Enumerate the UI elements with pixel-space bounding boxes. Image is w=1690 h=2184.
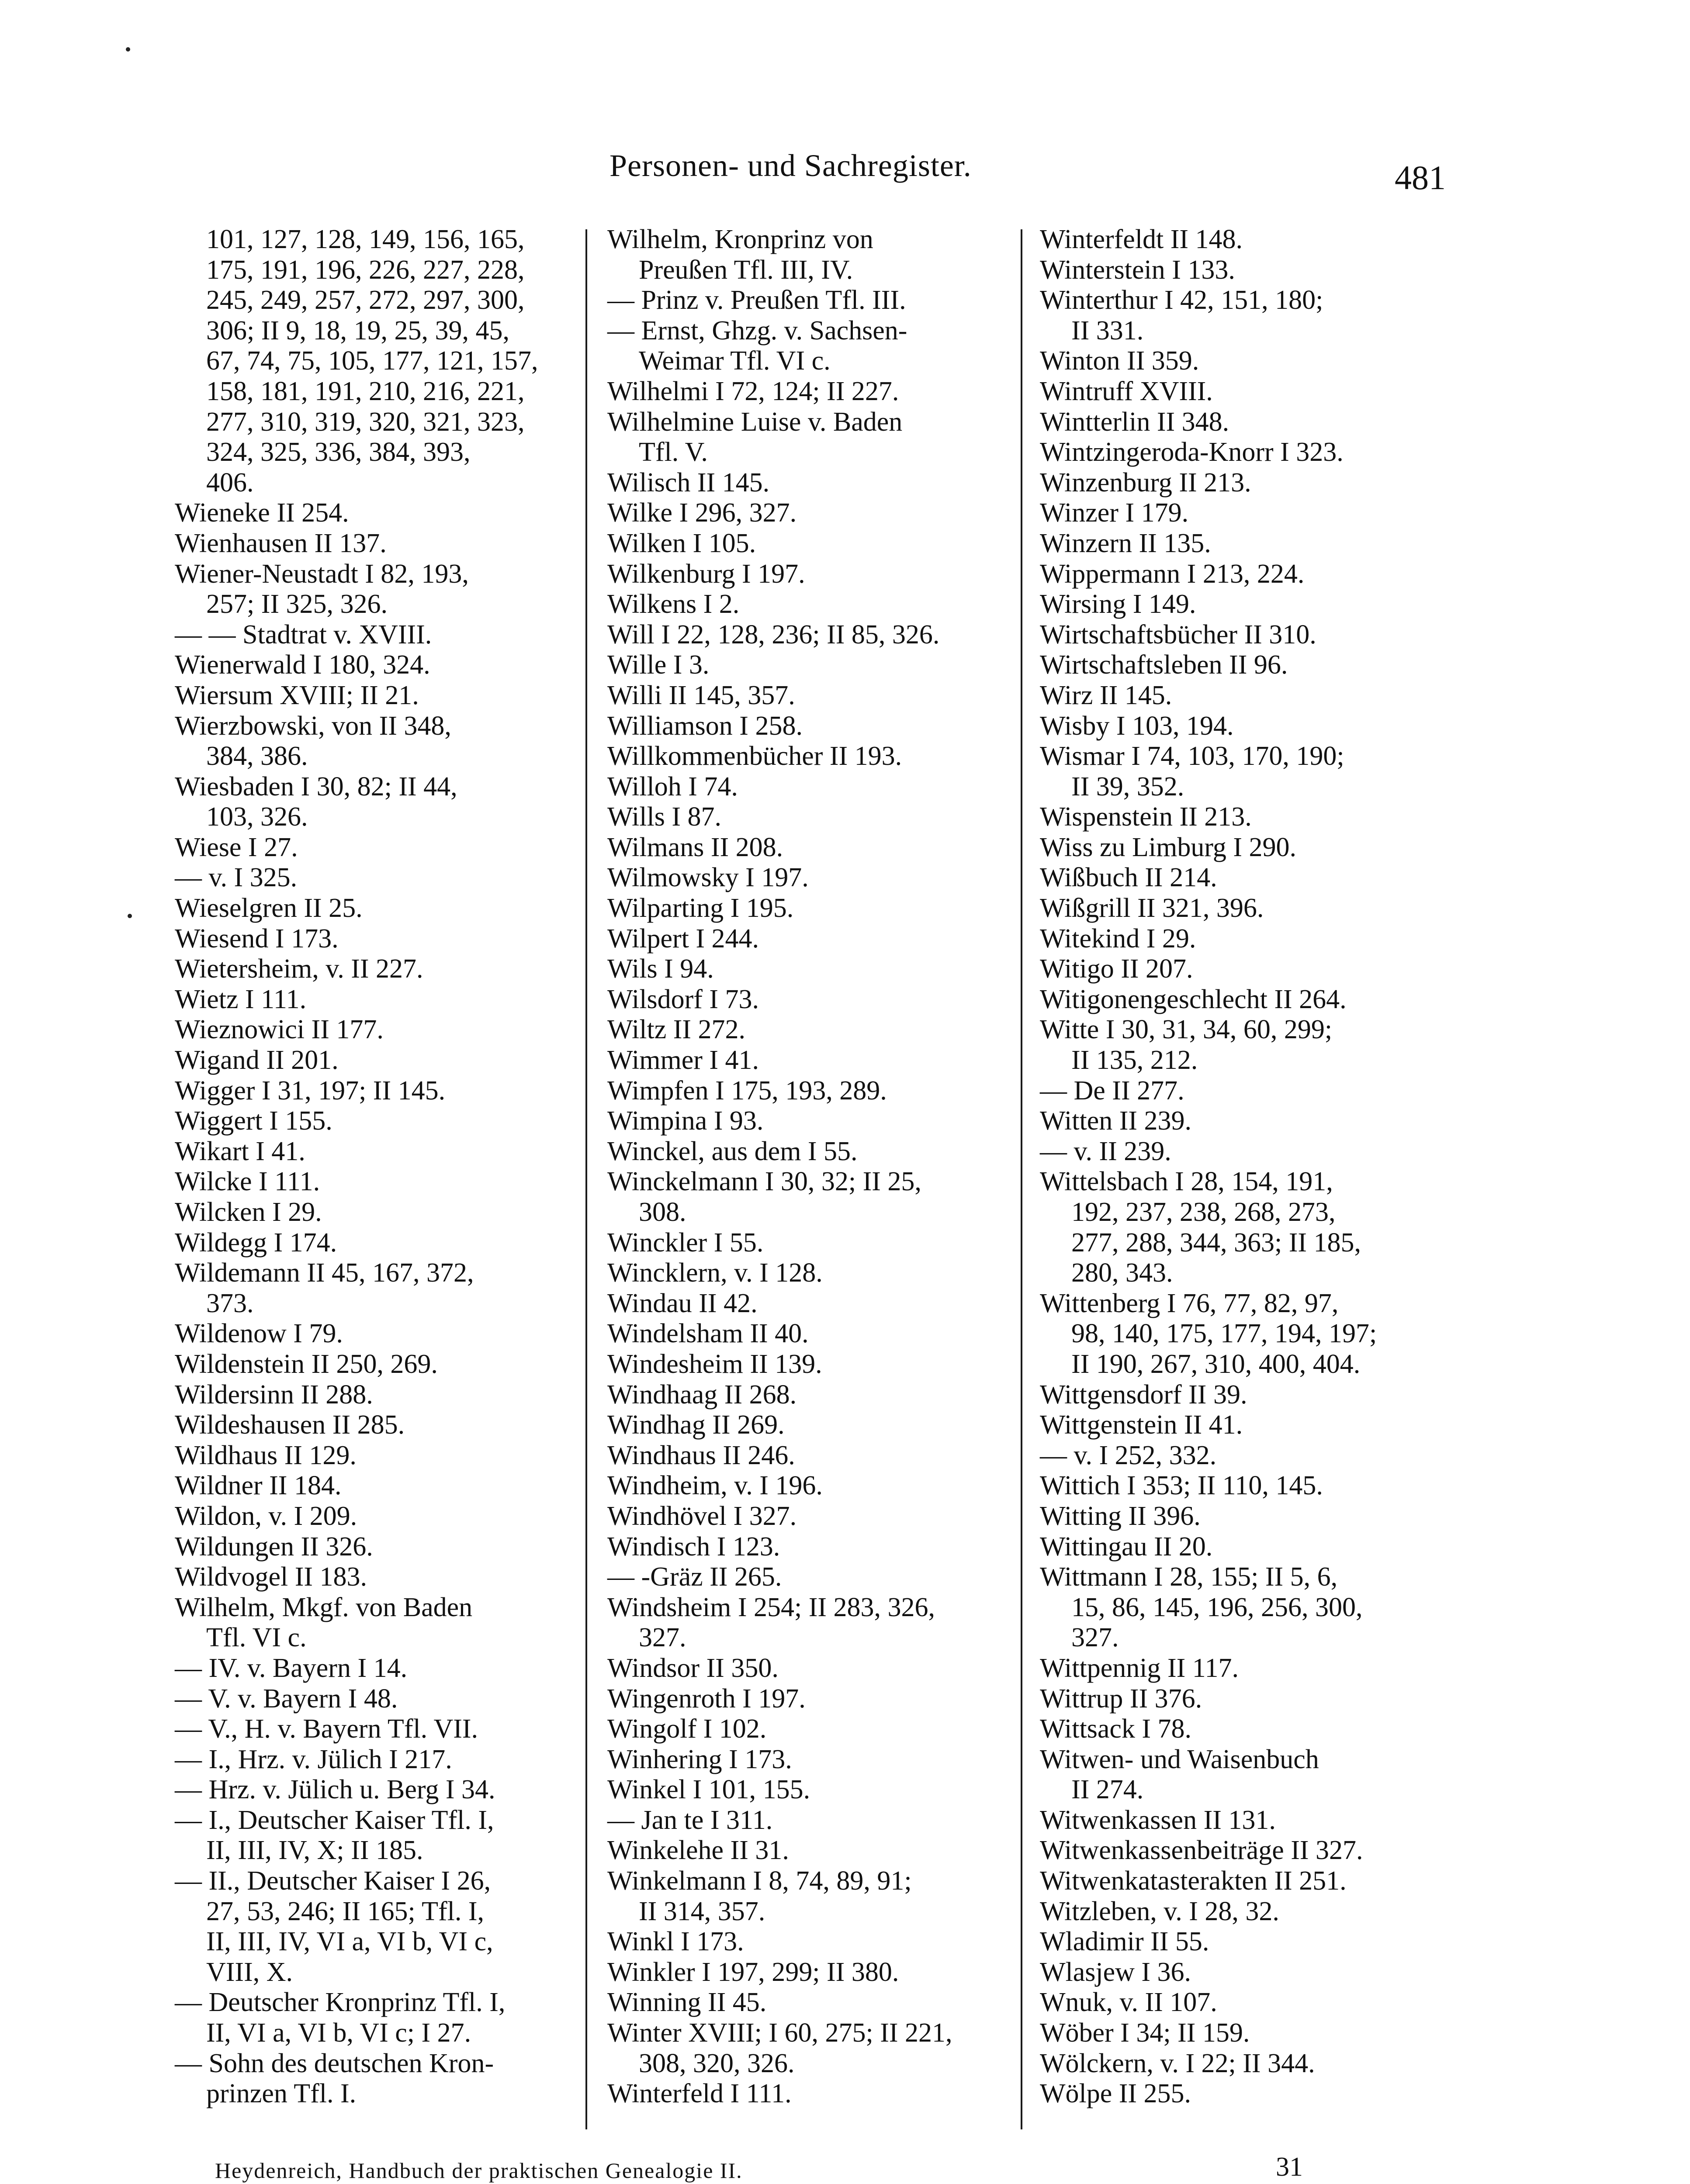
- index-entry: Wlasjew I 36.: [1040, 1957, 1191, 1987]
- column-divider: [1021, 229, 1022, 2129]
- index-entry: Wittrup II 376.: [1040, 1683, 1202, 1714]
- print-speck: [128, 914, 132, 918]
- index-entry: Winzenburg II 213.: [1040, 467, 1251, 498]
- index-entry: Witigonengeschlecht II 264.: [1040, 984, 1347, 1014]
- index-entry: Wirz II 145.: [1040, 680, 1172, 710]
- index-entry: — V. v. Bayern I 48.: [175, 1683, 398, 1714]
- print-speck: [126, 47, 130, 52]
- index-entry: Windhaag II 268.: [607, 1379, 797, 1410]
- index-entry: Wiersum XVIII; II 21.: [175, 680, 419, 710]
- index-entry: Willkommenbücher II 193.: [607, 741, 902, 771]
- index-entry-continuation: 103, 326.: [206, 802, 308, 832]
- index-entry-continuation: 306; II 9, 18, 19, 25, 39, 45,: [206, 315, 510, 346]
- index-entry-continuation: prinzen Tfl. I.: [206, 2079, 357, 2109]
- index-entry: Wintruff XVIII.: [1040, 376, 1213, 406]
- index-entry: Wintterlin II 348.: [1040, 407, 1229, 437]
- index-entry: — De II 277.: [1040, 1075, 1184, 1106]
- page-title: Personen- und Sachregister.: [610, 148, 972, 183]
- index-entry: Wittenberg I 76, 77, 82, 97,: [1040, 1288, 1339, 1318]
- index-entry-continuation: 277, 310, 319, 320, 321, 323,: [206, 407, 525, 437]
- index-entry: Wigand II 201.: [175, 1045, 339, 1075]
- index-entry: Wöber I 34; II 159.: [1040, 2018, 1250, 2048]
- index-entry: Winzern II 135.: [1040, 528, 1211, 558]
- index-entry: Winterstein I 133.: [1040, 255, 1235, 285]
- index-entry: Wismar I 74, 103, 170, 190;: [1040, 741, 1344, 771]
- index-entry-continuation: 384, 386.: [206, 741, 308, 771]
- index-column-2: [607, 225, 1009, 2109]
- index-entry: Wnuk, v. II 107.: [1040, 1987, 1217, 2018]
- index-entry-continuation: 277, 288, 344, 363; II 185,: [1071, 1227, 1361, 1258]
- index-entry: Wimpfen I 175, 193, 289.: [607, 1075, 887, 1106]
- index-entry: Wimmer I 41.: [607, 1045, 759, 1075]
- index-entry: Wildeshausen II 285.: [175, 1410, 405, 1440]
- index-entry: Wilhelmine Luise v. Baden: [607, 407, 903, 437]
- index-entry: Witting II 396.: [1040, 1501, 1201, 1531]
- index-entry: Wildersinn II 288.: [175, 1379, 373, 1410]
- index-entry: Willi II 145, 357.: [607, 680, 795, 710]
- index-entry: Wilkenburg I 197.: [607, 559, 805, 589]
- index-entry-continuation: 324, 325, 336, 384, 393,: [206, 437, 471, 467]
- index-entry: Witte I 30, 31, 34, 60, 299;: [1040, 1015, 1333, 1045]
- index-entry: Wimpina I 93.: [607, 1106, 764, 1136]
- index-entry: Wieneke II 254.: [175, 498, 349, 528]
- index-entry: Wilmans II 208.: [607, 832, 783, 862]
- index-entry: Wildemann II 45, 167, 372,: [175, 1258, 474, 1288]
- index-entry: Wilhelmi I 72, 124; II 227.: [607, 376, 899, 406]
- index-entry: — I., Deutscher Kaiser Tfl. I,: [175, 1805, 494, 1835]
- index-entry: Wildenow I 79.: [175, 1319, 343, 1349]
- index-entry: — Prinz v. Preußen Tfl. III.: [607, 285, 906, 315]
- index-entry: Windhaus II 246.: [607, 1440, 795, 1470]
- index-entry-continuation: II 190, 267, 310, 400, 404.: [1071, 1349, 1361, 1379]
- index-entry-continuation: 101, 127, 128, 149, 156, 165,: [206, 225, 525, 254]
- index-entry: Winhering I 173.: [607, 1744, 792, 1774]
- index-entry: Wietersheim, v. II 227.: [175, 954, 423, 984]
- index-entry: Winckler I 55.: [607, 1227, 764, 1258]
- index-entry: Wikart I 41.: [175, 1136, 305, 1166]
- index-entry: Willoh I 74.: [607, 771, 738, 802]
- index-entry: Wirsing I 149.: [1040, 589, 1196, 619]
- index-entry: Witwenkassenbeiträge II 327.: [1040, 1835, 1363, 1866]
- index-entry: Wildenstein II 250, 269.: [175, 1349, 438, 1379]
- index-entry: Witzleben, v. I 28, 32.: [1040, 1896, 1279, 1926]
- index-entry: Winterthur I 42, 151, 180;: [1040, 285, 1323, 315]
- index-entry-continuation: 27, 53, 246; II 165; Tfl. I,: [206, 1896, 485, 1926]
- index-entry: Wirtschaftsleben II 96.: [1040, 650, 1288, 680]
- index-entry-continuation: 15, 86, 145, 196, 256, 300,: [1071, 1592, 1363, 1622]
- index-entry-continuation: 257; II 325, 326.: [206, 589, 388, 619]
- index-entry: Wildungen II 326.: [175, 1531, 373, 1562]
- index-entry: Wiesend I 173.: [175, 923, 339, 954]
- index-entry-continuation: 406.: [206, 467, 254, 498]
- index-entry: Wilmowsky I 197.: [607, 863, 809, 893]
- index-entry: Wittmann I 28, 155; II 5, 6,: [1040, 1562, 1338, 1592]
- index-entry-continuation: II, III, IV, X; II 185.: [206, 1835, 423, 1866]
- index-entry: Wiltz II 272.: [607, 1015, 746, 1045]
- index-entry: Wildhaus II 129.: [175, 1440, 357, 1470]
- index-entry: Wölckern, v. I 22; II 344.: [1040, 2048, 1315, 2078]
- index-entry: — -Gräz II 265.: [607, 1562, 782, 1592]
- index-entry: Wingolf I 102.: [607, 1714, 767, 1744]
- index-entry: Windhag II 269.: [607, 1410, 785, 1440]
- index-entry: Winzer I 179.: [1040, 498, 1189, 528]
- index-entry: Wispenstein II 213.: [1040, 802, 1252, 832]
- page-number: 481: [1395, 159, 1446, 197]
- index-entry: Williamson I 258.: [607, 711, 803, 741]
- index-entry: Wittpennig II 117.: [1040, 1653, 1239, 1683]
- index-entry: Wils I 94.: [607, 954, 714, 984]
- index-entry-continuation: 327.: [1071, 1623, 1119, 1653]
- index-entry: — v. I 325.: [175, 863, 298, 893]
- index-entry: Winterfeld I 111.: [607, 2079, 792, 2109]
- index-entry: Windsor II 350.: [607, 1653, 779, 1683]
- index-entry: — Deutscher Kronprinz Tfl. I,: [175, 1987, 506, 2018]
- index-entry: Wiesbaden I 30, 82; II 44,: [175, 771, 457, 802]
- index-entry-continuation: Weimar Tfl. VI c.: [639, 346, 831, 376]
- index-entry: Windheim, v. I 196.: [607, 1471, 823, 1501]
- index-entry: Winckelmann I 30, 32; II 25,: [607, 1167, 921, 1197]
- index-entry: Windisch I 123.: [607, 1531, 780, 1562]
- index-entry: Wilhelm, Mkgf. von Baden: [175, 1592, 473, 1622]
- index-entry: Windelsham II 40.: [607, 1319, 809, 1349]
- index-entry: Winning II 45.: [607, 1987, 767, 2018]
- index-entry: Wilkens I 2.: [607, 589, 740, 619]
- index-entry-continuation: 308, 320, 326.: [639, 2048, 795, 2078]
- index-entry: Winkel I 101, 155.: [607, 1775, 810, 1805]
- index-entry: Wiss zu Limburg I 290.: [1040, 832, 1297, 862]
- index-entry: Wieznowici II 177.: [175, 1015, 384, 1045]
- index-entry: Wittingau II 20.: [1040, 1531, 1213, 1562]
- index-entry: — Ernst, Ghzg. v. Sachsen-: [607, 315, 907, 346]
- index-entry-continuation: 327.: [639, 1623, 686, 1653]
- index-entry: Wieselgren II 25.: [175, 893, 363, 923]
- index-entry-continuation: II 314, 357.: [639, 1896, 765, 1926]
- index-entry: Winton II 359.: [1040, 346, 1199, 376]
- index-entry: Wildon, v. I 209.: [175, 1501, 357, 1531]
- index-entry: Winter XVIII; I 60, 275; II 221,: [607, 2018, 952, 2048]
- index-entry: Wilpert I 244.: [607, 923, 759, 954]
- index-entry: Wiggert I 155.: [175, 1106, 332, 1136]
- index-entry-continuation: 175, 191, 196, 226, 227, 228,: [206, 255, 525, 285]
- index-entry: Winkelehe II 31.: [607, 1835, 789, 1866]
- index-entry: — Jan te I 311.: [607, 1805, 773, 1835]
- index-entry: Wittgensdorf II 39.: [1040, 1379, 1247, 1410]
- index-entry: — II., Deutscher Kaiser I 26,: [175, 1866, 491, 1896]
- index-entry: Winckel, aus dem I 55.: [607, 1136, 858, 1166]
- index-entry: Winkelmann I 8, 74, 89, 91;: [607, 1866, 912, 1896]
- index-entry-continuation: 192, 237, 238, 268, 273,: [1071, 1197, 1336, 1227]
- index-entry-continuation: Tfl. V.: [639, 437, 708, 467]
- index-entry: Wiese I 27.: [175, 832, 298, 862]
- index-entry: Wigger I 31, 197; II 145.: [175, 1075, 446, 1106]
- index-entry: Wirtschaftsbücher II 310.: [1040, 619, 1316, 650]
- index-entry: Wille I 3.: [607, 650, 710, 680]
- index-entry: — Hrz. v. Jülich u. Berg I 34.: [175, 1775, 495, 1805]
- index-entry: Witigo II 207.: [1040, 954, 1193, 984]
- index-entry-continuation: II 274.: [1071, 1775, 1144, 1805]
- index-column-3: [1040, 225, 1451, 2109]
- index-entry-continuation: 308.: [639, 1197, 686, 1227]
- signature-mark: 31: [1276, 2152, 1303, 2182]
- index-entry: Wiener-Neustadt I 82, 193,: [175, 559, 469, 589]
- index-entry: — — Stadtrat v. XVIII.: [175, 619, 432, 650]
- index-entry-continuation: Preußen Tfl. III, IV.: [639, 255, 853, 285]
- index-entry: — v. II 239.: [1040, 1136, 1171, 1166]
- index-entry-continuation: 245, 249, 257, 272, 297, 300,: [206, 285, 525, 315]
- index-entry: — IV. v. Bayern I 14.: [175, 1653, 408, 1683]
- index-entry-continuation: II 39, 352.: [1071, 771, 1184, 802]
- index-entry: Wißgrill II 321, 396.: [1040, 893, 1264, 923]
- index-entry-continuation: 280, 343.: [1071, 1258, 1173, 1288]
- index-entry: Wienhausen II 137.: [175, 528, 387, 558]
- index-entry: Windhövel I 327.: [607, 1501, 797, 1531]
- index-entry: Wincklern, v. I 128.: [607, 1258, 823, 1288]
- index-entry: Wittgenstein II 41.: [1040, 1410, 1243, 1440]
- index-entry: Wittsack I 78.: [1040, 1714, 1192, 1744]
- column-divider: [585, 229, 587, 2129]
- index-entry-continuation: II 331.: [1071, 315, 1144, 346]
- index-entry: Wingenroth I 197.: [607, 1683, 806, 1714]
- index-entry: Wietz I 111.: [175, 984, 307, 1014]
- index-entry: Wildner II 184.: [175, 1471, 342, 1501]
- index-entry: Wippermann I 213, 224.: [1040, 559, 1305, 589]
- index-entry: Windesheim II 139.: [607, 1349, 822, 1379]
- index-entry: Wildvogel II 183.: [175, 1562, 367, 1592]
- index-entry-continuation: VIII, X.: [206, 1957, 293, 1987]
- index-entry-continuation: II, III, IV, VI a, VI b, VI c,: [206, 1927, 493, 1957]
- index-entry-continuation: 67, 74, 75, 105, 177, 121, 157,: [206, 346, 538, 376]
- index-entry: Wierzbowski, von II 348,: [175, 711, 451, 741]
- index-entry: Winkl I 173.: [607, 1927, 744, 1957]
- index-entry: Wilhelm, Kronprinz von: [607, 225, 873, 254]
- index-entry: Wittelsbach I 28, 154, 191,: [1040, 1167, 1333, 1197]
- index-entry-continuation: 373.: [206, 1288, 254, 1318]
- index-entry-continuation: II, VI a, VI b, VI c; I 27.: [206, 2018, 471, 2048]
- index-entry: Witwenkassen II 131.: [1040, 1805, 1276, 1835]
- index-entry: Wilke I 296, 327.: [607, 498, 797, 528]
- index-entry: Wilsdorf I 73.: [607, 984, 759, 1014]
- index-entry: Wilcken I 29.: [175, 1197, 322, 1227]
- index-entry: Wilparting I 195.: [607, 893, 794, 923]
- index-entry: Witwenkatasterakten II 251.: [1040, 1866, 1347, 1896]
- index-entry: Wienerwald I 180, 324.: [175, 650, 430, 680]
- index-entry-continuation: II 135, 212.: [1071, 1045, 1198, 1075]
- index-entry: Wladimir II 55.: [1040, 1927, 1209, 1957]
- index-entry-continuation: Tfl. VI c.: [206, 1623, 307, 1653]
- index-entry: Wisby I 103, 194.: [1040, 711, 1234, 741]
- index-entry: — v. I 252, 332.: [1040, 1440, 1217, 1470]
- index-entry: — V., H. v. Bayern Tfl. VII.: [175, 1714, 478, 1744]
- footer-note: Heydenreich, Handbuch der praktischen Genealogie II.: [215, 2158, 743, 2183]
- index-entry: Wildegg I 174.: [175, 1227, 337, 1258]
- index-entry: Windau II 42.: [607, 1288, 758, 1318]
- index-entry: Winterfeldt II 148.: [1040, 225, 1243, 254]
- index-entry: Wilisch II 145.: [607, 467, 770, 498]
- index-entry: Wittich I 353; II 110, 145.: [1040, 1471, 1323, 1501]
- index-entry: Wilken I 105.: [607, 528, 756, 558]
- index-column-1: [175, 225, 577, 2109]
- index-entry: Witten II 239.: [1040, 1106, 1192, 1136]
- index-entry: Winkler I 197, 299; II 380.: [607, 1957, 899, 1987]
- index-entry: Wintzingeroda-Knorr I 323.: [1040, 437, 1344, 467]
- index-entry: Wißbuch II 214.: [1040, 863, 1217, 893]
- index-entry: Windsheim I 254; II 283, 326,: [607, 1592, 935, 1622]
- index-entry: Wölpe II 255.: [1040, 2079, 1191, 2109]
- index-entry: — I., Hrz. v. Jülich I 217.: [175, 1744, 452, 1774]
- index-entry: Will I 22, 128, 236; II 85, 326.: [607, 619, 940, 650]
- index-entry-continuation: 98, 140, 175, 177, 194, 197;: [1071, 1319, 1377, 1349]
- index-entry: Witwen- und Waisenbuch: [1040, 1744, 1319, 1774]
- index-entry: Wills I 87.: [607, 802, 721, 832]
- index-entry-continuation: 158, 181, 191, 210, 216, 221,: [206, 376, 525, 406]
- index-entry: Wilcke I 111.: [175, 1167, 320, 1197]
- index-entry: Witekind I 29.: [1040, 923, 1196, 954]
- index-entry: — Sohn des deutschen Kron-: [175, 2048, 494, 2078]
